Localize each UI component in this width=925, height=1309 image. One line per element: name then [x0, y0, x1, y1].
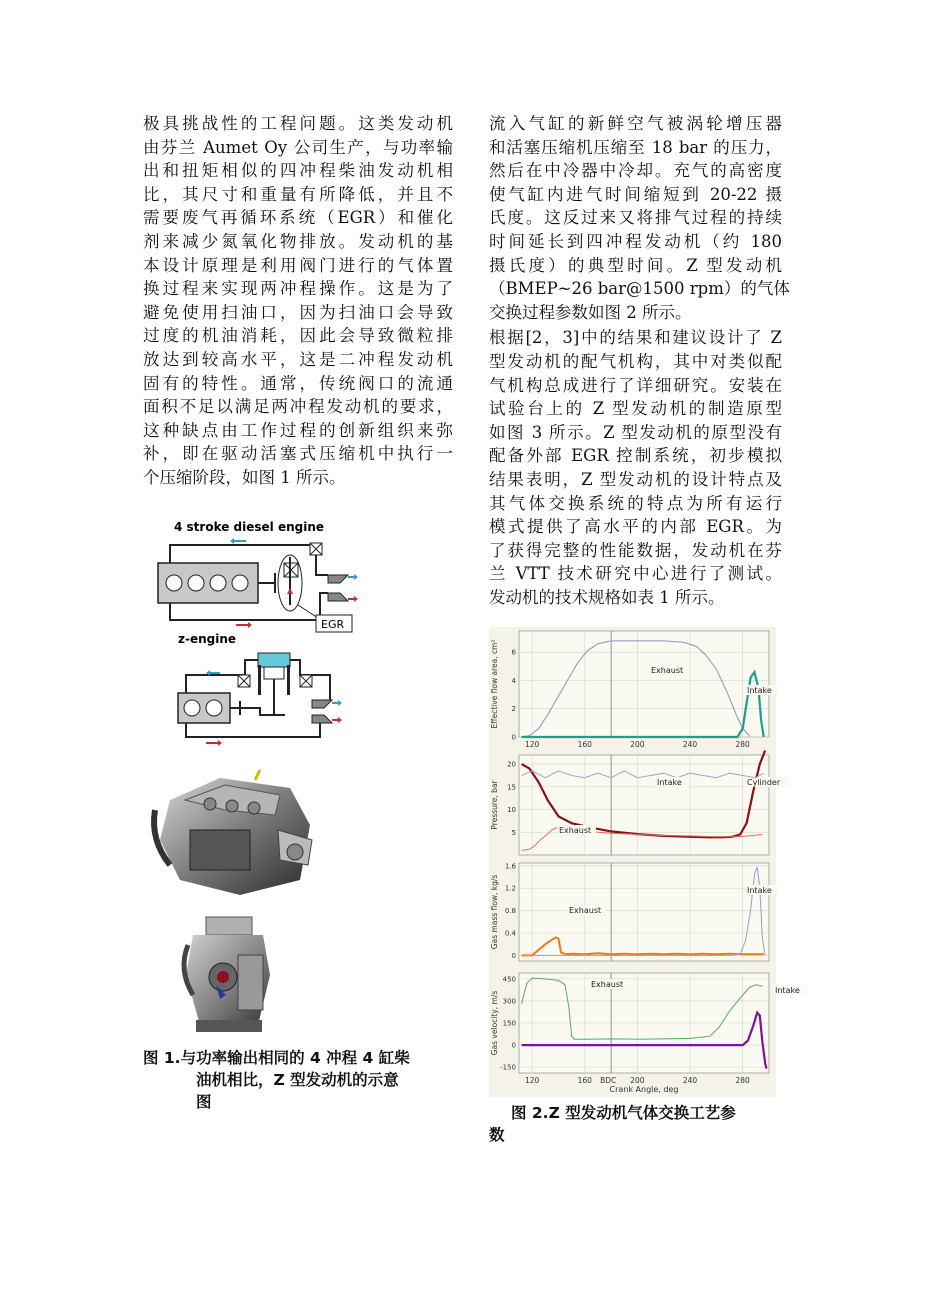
- right-para1-line: 使气缸内进气时间缩短到 20-22 摄: [489, 184, 782, 204]
- right-para2-line: 型发动机的配气机构，其中对类似配: [489, 351, 782, 371]
- right-paragraph-2: [489, 326, 782, 609]
- egr-label: EGR: [321, 618, 345, 631]
- x-tick-label: 160: [577, 1076, 592, 1085]
- figure1-caption-line-3: 图: [196, 1093, 212, 1111]
- left-column-line: 剂来减少氮氧化物排放。发动机的基: [143, 231, 453, 251]
- x-tick-label: 240: [682, 740, 698, 749]
- chart-panel-4: [490, 973, 807, 1085]
- right-para2-line: 气机构总成进行了详细研究。安装在: [489, 375, 782, 395]
- y-tick-label: 5: [511, 828, 516, 837]
- series-label: Intake: [775, 986, 800, 995]
- series-label: Exhaust: [651, 666, 684, 675]
- diagram-label-4-stroke: 4 stroke diesel engine: [174, 520, 325, 534]
- x-tick-label: 200: [630, 740, 645, 749]
- chart-panel-2: [490, 751, 789, 856]
- z-engine-diagram: [178, 653, 342, 746]
- y-tick-label: 1.6: [504, 862, 516, 871]
- x-tick-label: 240: [682, 1076, 698, 1085]
- y-tick-label: 10: [507, 806, 516, 815]
- chart-plot-area: [519, 863, 769, 961]
- chart-panel-3: [490, 862, 779, 961]
- diagram-label-z-engine: z-engine: [178, 632, 237, 646]
- figure1-engine-render-1: [150, 770, 320, 900]
- left-column-line: 本设计原理是利用阀门进行的气体置: [143, 255, 453, 275]
- left-column-text: [143, 112, 453, 490]
- left-column-line: 面积不足以满足两冲程发动机的要求，: [143, 397, 453, 417]
- right-para2-line: 兰 VTT 技术研究中心进行了测试。: [489, 564, 782, 584]
- right-para2-line: 根据[2，3]中的结果和建议设计了 Z: [489, 328, 782, 348]
- series-label: Exhaust: [559, 826, 592, 835]
- left-column-line: 个压缩阶段，如图 1 所示。: [143, 467, 346, 487]
- figure2-caption-line-2: 数: [489, 1126, 505, 1144]
- y-tick-label: 1.2: [504, 884, 516, 893]
- x-tick-label: 200: [630, 1076, 645, 1085]
- series-label: Cylinder: [747, 778, 781, 787]
- left-column-line: 这种缺点由工作过程的创新组织来弥: [143, 420, 453, 440]
- y-tick-label: 4: [511, 676, 516, 685]
- figure1-engine-render-2: [178, 915, 278, 1035]
- right-para2-line: 了获得完整的性能数据，发动机在芬: [489, 540, 782, 560]
- y-tick-label: 2: [511, 705, 516, 714]
- right-para2-line: 其气体交换系统的特点为所有运行: [489, 493, 782, 513]
- right-para1-line: （BMEP~26 bar@1500 rpm）的气体: [489, 279, 790, 299]
- y-tick-label: 450: [502, 975, 516, 984]
- y-tick-label: -150: [500, 1063, 516, 1072]
- right-para2-line: 发动机的技术规格如表 1 所示。: [489, 587, 725, 607]
- left-column-line: 固有的特性。通常，传统阀口的流通: [143, 373, 453, 393]
- series-label: Exhaust: [569, 906, 602, 915]
- x-tick-label: 280: [735, 740, 750, 749]
- right-column-text: [489, 112, 790, 609]
- left-column-line: 比，其尺寸和重量有所降低，并且不: [143, 184, 453, 204]
- figure1-caption-line-1: 图 1.与功率输出相同的 4 冲程 4 缸柴: [143, 1049, 410, 1067]
- left-column-line: 过度的机油消耗，因此会导致微粒排: [143, 326, 453, 346]
- left-column-line: 换过程来实现两冲程操作。这是为了: [143, 279, 453, 299]
- y-tick-label: 0.8: [504, 907, 516, 916]
- y-axis-label: Pressure, bar: [490, 780, 499, 830]
- y-axis-label: Gas velocity, m/s: [490, 990, 499, 1056]
- right-para1-line: 流入气缸的新鲜空气被涡轮增压器: [489, 114, 782, 133]
- left-column-line: 避免使用扫油口，因为扫油口会导致: [143, 302, 453, 322]
- figure1-caption-line-2: 油机相比，Z 型发动机的示意: [196, 1071, 399, 1089]
- x-tick-label: 120: [524, 740, 540, 749]
- series-label: Intake: [747, 686, 772, 695]
- right-para2-line: 试验台上的 Z 型发动机的制造原型: [489, 399, 782, 419]
- series-label: Intake: [747, 886, 772, 895]
- left-column-line: 需要废气再循环系统（EGR）和催化: [143, 208, 453, 228]
- right-para2-line: 模式提供了高水平的内部 EGR。为: [489, 517, 782, 537]
- series-label: Exhaust: [591, 980, 624, 989]
- right-para1-line: 交换过程参数如图 2 所示。: [489, 302, 692, 322]
- series-label: Intake: [657, 778, 682, 787]
- right-para1-line: 摄氏度）的典型时间。Z 型发动机: [489, 255, 782, 275]
- y-tick-label: 6: [511, 648, 516, 657]
- y-axis-label: Gas mass flow, kg/s: [490, 874, 499, 950]
- right-para2-line: 配备外部 EGR 控制系统，初步模拟: [489, 446, 782, 466]
- y-tick-label: 300: [502, 997, 516, 1006]
- bdc-label: BDC: [600, 1076, 617, 1085]
- x-tick-label: 120: [524, 1076, 540, 1085]
- left-column-line: 补，即在驱动活塞式压缩机中执行一: [143, 444, 453, 464]
- left-column-line: 放达到较高水平，这是二冲程发动机: [143, 349, 453, 369]
- y-tick-label: 20: [507, 760, 516, 769]
- y-tick-label: 0: [511, 951, 516, 960]
- left-column-line: 出和扭矩相似的四冲程柴油发动机相: [143, 161, 453, 181]
- x-tick-label: 280: [735, 1076, 750, 1085]
- chart-panel-1: [490, 631, 779, 749]
- right-para1-line: 氏度。这反过来又将排气过程的持续: [489, 208, 782, 228]
- y-tick-label: 0: [511, 1041, 516, 1050]
- y-tick-label: 150: [502, 1019, 516, 1028]
- y-tick-label: 0: [511, 733, 516, 742]
- left-column-line: 极具挑战性的工程问题。这类发动机: [143, 114, 453, 133]
- chart-plot-area: [519, 631, 769, 737]
- right-paragraph-1: [489, 112, 790, 324]
- figure1-caption: [143, 1047, 453, 1113]
- figure2-caption-line-1: 图 2.Z 型发动机气体交换工艺参: [511, 1104, 736, 1122]
- right-para1-line: 时间延长到四冲程发动机（约 180: [489, 231, 782, 251]
- right-para2-line: 结果表明，Z 型发动机的设计特点及: [489, 469, 782, 489]
- x-tick-label: 160: [577, 740, 592, 749]
- x-axis-label: Crank Angle, deg: [609, 1085, 679, 1094]
- left-column-line: 由芬兰 Aumet Oy 公司生产，与功率输: [143, 137, 453, 157]
- right-para2-line: 如图 3 所示。Z 型发动机的原型没有: [489, 422, 782, 442]
- right-para1-line: 然后在中冷器中冷却。充气的高密度: [489, 161, 782, 181]
- figure2-gas-exchange-charts: [489, 627, 800, 1097]
- y-axis-label: Effective flow area, cm²: [490, 639, 499, 729]
- chart-plot-area: [519, 755, 769, 855]
- y-tick-label: 0.4: [504, 929, 516, 938]
- right-para1-line: 和活塞压缩机压缩至 18 bar 的压力，: [489, 137, 782, 157]
- figure2-caption: [489, 1102, 789, 1146]
- figure1-schematic: [150, 515, 380, 755]
- y-tick-label: 15: [507, 783, 516, 792]
